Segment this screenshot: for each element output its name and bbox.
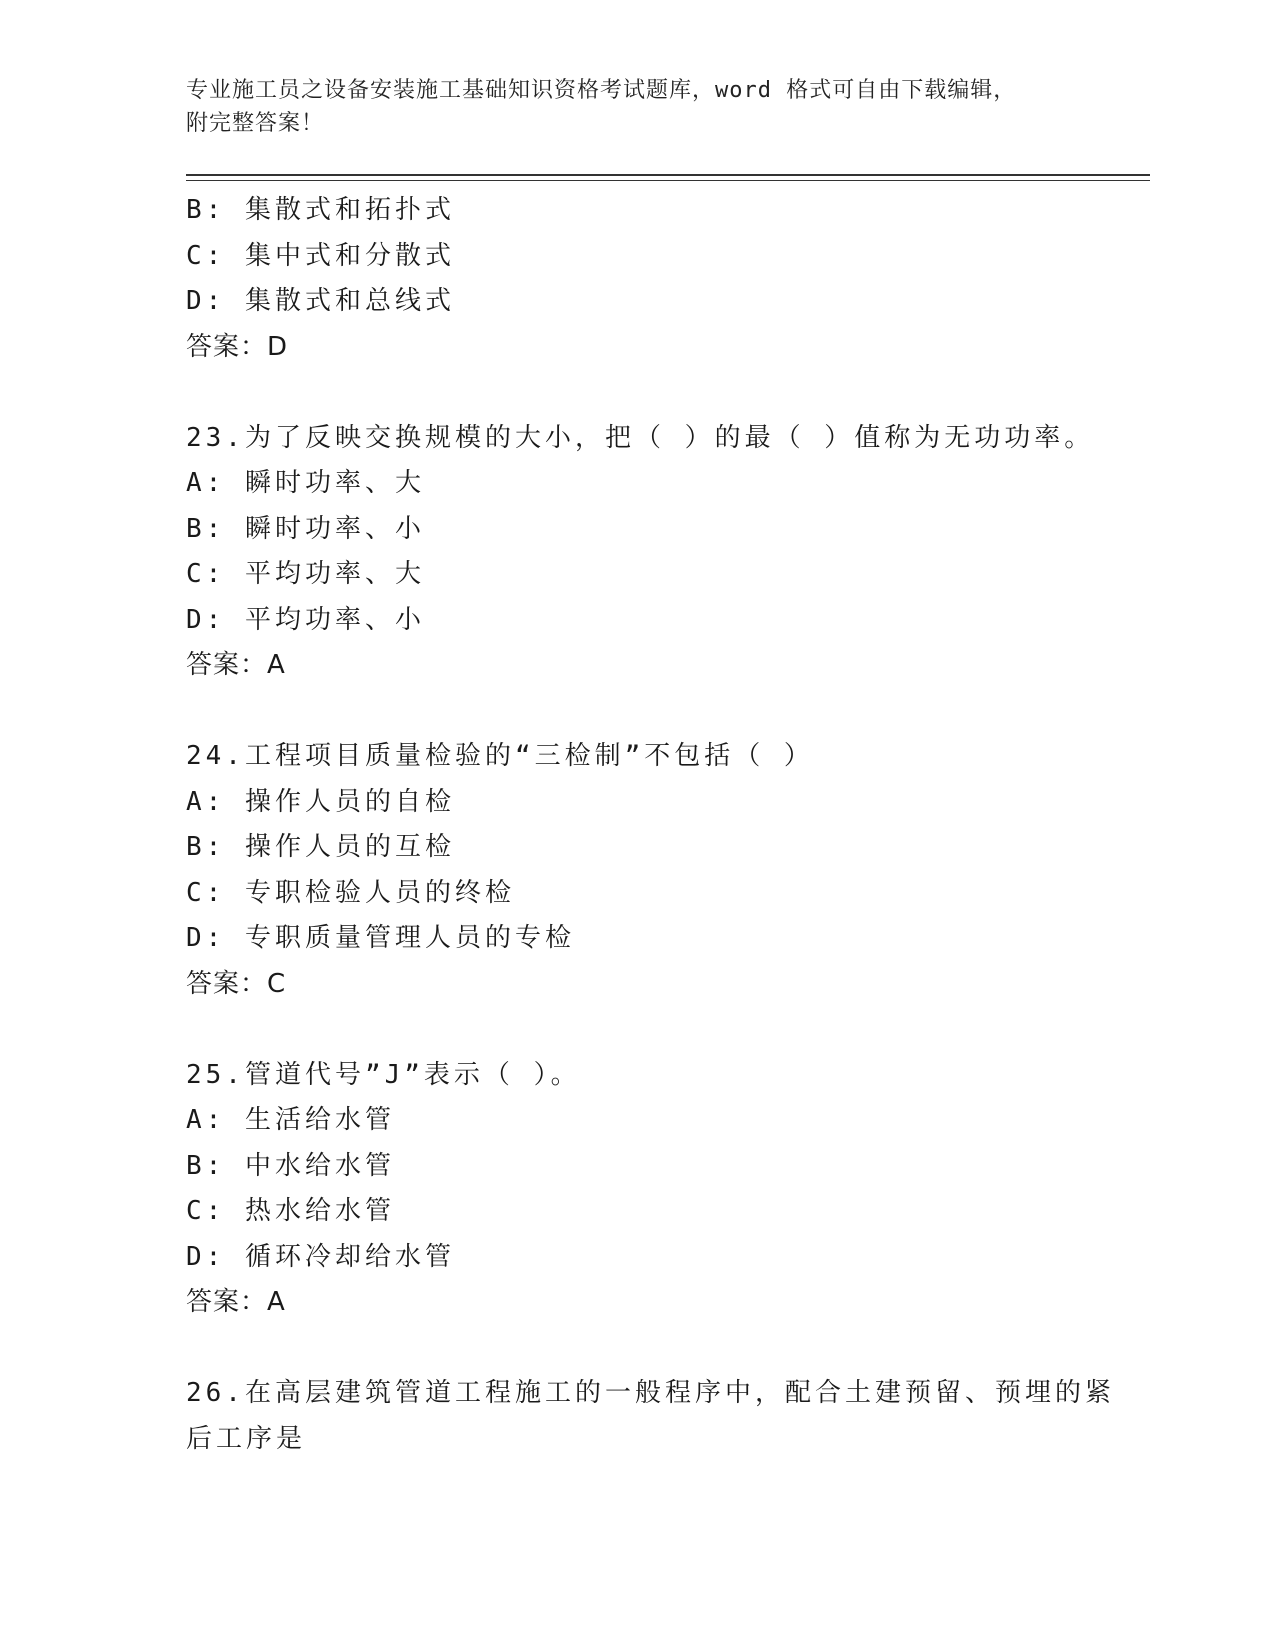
page-header — [186, 74, 1066, 140]
answer-line: 答案：A — [186, 650, 286, 680]
option-c: C: 平均功率、大 — [186, 559, 425, 589]
question-23 — [186, 416, 1095, 689]
option-b: B: 中水给水管 — [186, 1150, 395, 1181]
option-c: C: 集中式和分散式 — [186, 240, 455, 271]
header-divider-thin — [186, 180, 1150, 181]
option-c: C: 专职检验人员的终检 — [186, 877, 515, 908]
option-a: A: 瞬时功率、大 — [186, 468, 425, 498]
question-text-line-2: 后工序是 — [186, 1423, 307, 1454]
header-line-2: 附完整答案！ — [186, 111, 325, 136]
option-d: D: 平均功率、小 — [186, 604, 425, 635]
question-text: 24.工程项目质量检验的“三检制”不包括（ ） — [186, 741, 814, 771]
option-b: B: 操作人员的互检 — [186, 832, 455, 862]
option-d: D: 循环冷却给水管 — [186, 1241, 455, 1272]
option-b: B: 集散式和拓扑式 — [186, 195, 455, 225]
option-a: A: 操作人员的自检 — [186, 786, 455, 817]
option-d: D: 专职质量管理人员的专检 — [186, 923, 575, 953]
question-26 — [186, 1371, 1115, 1462]
spacer — [186, 1007, 1086, 1053]
option-d: D: 集散式和总线式 — [186, 286, 455, 316]
answer-line: 答案：C — [186, 968, 287, 999]
header-line-1: 专业施工员之设备安装施工基础知识资格考试题库，word 格式可自由下载编辑， — [186, 78, 1017, 103]
question-24 — [186, 734, 1086, 1007]
question-list — [186, 188, 1115, 1462]
spacer — [186, 689, 1086, 735]
spacer — [186, 370, 1086, 416]
question-text: 25.管道代号”J”表示（ ）。 — [186, 1059, 581, 1090]
option-b: B: 瞬时功率、小 — [186, 513, 425, 544]
question-text: 23.为了反映交换规模的大小，把（ ）的最（ ）值称为无功功率。 — [186, 422, 1095, 453]
option-a: A: 生活给水管 — [186, 1105, 395, 1135]
spacer — [186, 1326, 1086, 1372]
option-c: C: 热水给水管 — [186, 1196, 395, 1226]
answer-line: 答案：D — [186, 331, 289, 362]
header-divider-thick — [186, 174, 1150, 176]
answer-line: 答案：A — [186, 1287, 286, 1317]
question-25 — [186, 1053, 1086, 1326]
question-text-line-1: 26.在高层建筑管道工程施工的一般程序中，配合土建预留、预埋的紧 — [186, 1378, 1115, 1408]
question-22 — [186, 188, 1086, 370]
